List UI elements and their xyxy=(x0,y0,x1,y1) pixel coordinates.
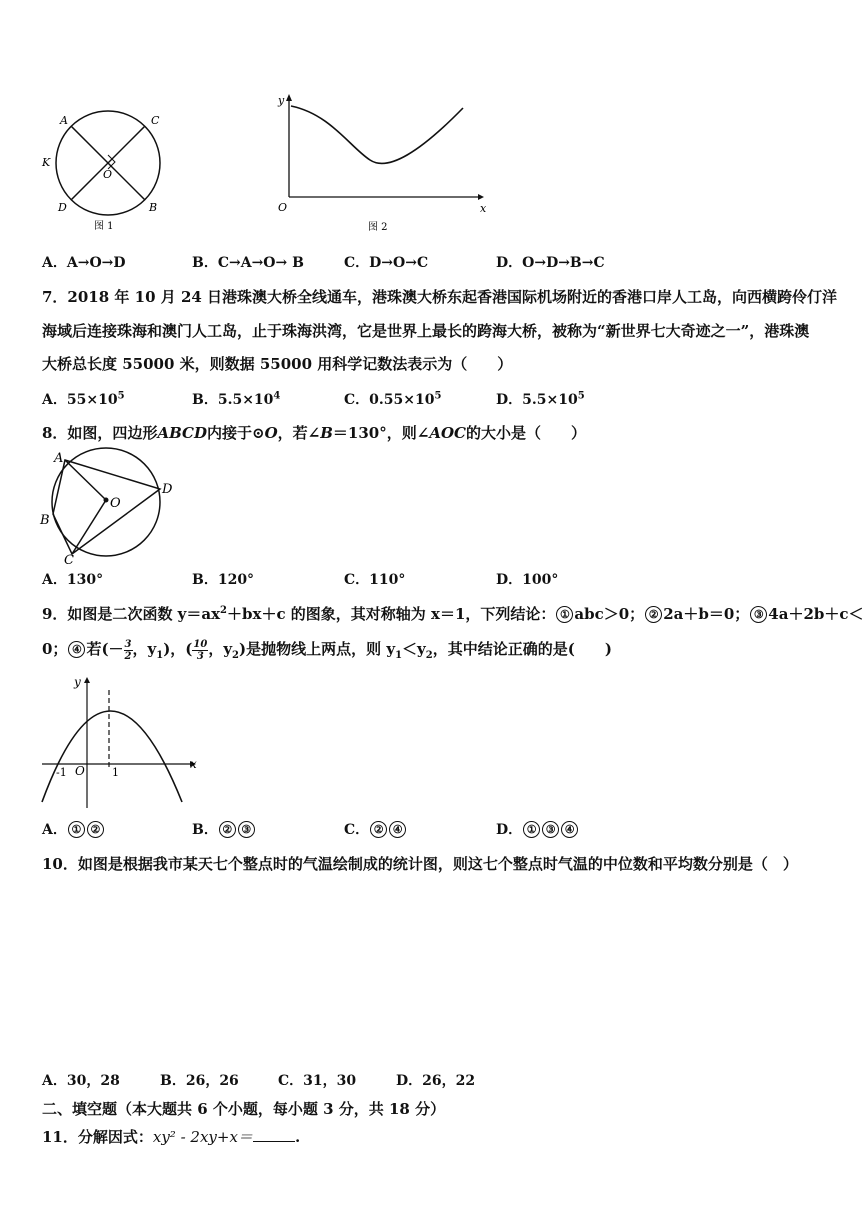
q9-stem-line-1: 9．如图是二次函数 $y=ax^2+bx+c$ 的图象，其对称轴为 x＝1，下列结论： ① abc＞0； ② 2a＋b＝0； ③ 4a＋2b＋c＜ xyxy=(42,605,864,623)
q8-option-b[interactable]: B．120° xyxy=(192,572,255,588)
q8-stem: 8．如图，四边形ABCD内接于⊙O，若∠B＝130°，则∠AOC的大小是（ ） xyxy=(42,424,586,442)
q10-option-b[interactable]: B．26，26 xyxy=(160,1073,239,1089)
fig2-origin: O xyxy=(278,201,288,214)
q8-label-c: C xyxy=(64,553,74,568)
q6-option-d[interactable]: D．O→D→B→C xyxy=(496,255,605,271)
q6-option-b[interactable]: B．C→A→O→ B xyxy=(192,255,304,271)
fig2-axis-x: x xyxy=(480,202,487,215)
q7-option-c[interactable]: C．$0.55\times 10^5$ xyxy=(344,390,442,408)
q9-stem-line-2: 0； ④ 若(－ $\frac{3}{2}$ ，$y_1$)，( $\frac{10}{3}$ ，$y_2$)是抛物线上两点，则 $y_1<y_2$，其中结论正确的是( ) xyxy=(42,638,612,662)
fig1-label-d: D xyxy=(58,201,67,214)
section-2-heading: 二、填空题（本大题共 6 个小题，每小题 3 分，共 18 分） xyxy=(42,1100,446,1118)
fig1-caption: 图 1 xyxy=(94,221,114,232)
q8-label-d: D xyxy=(162,482,173,497)
fig1-label-o: O xyxy=(103,168,113,181)
figure-1-circle xyxy=(40,108,170,238)
q9-figure-parabola xyxy=(38,672,203,812)
fig2-caption: 图 2 xyxy=(368,222,388,233)
fig1-label-c: C xyxy=(151,114,160,127)
q8-option-c[interactable]: C．110° xyxy=(344,572,406,588)
q7-option-d[interactable]: D．$5.5\times 10^5$ xyxy=(496,390,585,408)
q8-figure-inscribed-quadrilateral xyxy=(38,448,178,566)
fig1-label-b: B xyxy=(149,201,158,214)
q7-stem-line-2: 海域后连接珠海和澳门人工岛，止于珠海洪湾，它是世界上最长的跨海大桥，被称为“新世界七大奇迹之一”，港珠澳 xyxy=(42,322,810,340)
q8-option-d[interactable]: D．100° xyxy=(496,572,559,588)
q9-option-a[interactable]: A． ① ② xyxy=(42,819,105,839)
q9-axis-y: y xyxy=(74,675,81,689)
q10-stem: 10．如图是根据我市某天七个整点时的气温绘制成的统计图，则这七个整点时气温的中位数和平均数分别是（ ） xyxy=(42,855,798,873)
q8-label-o: O xyxy=(110,496,121,511)
fig1-label-a: A xyxy=(60,114,68,127)
q6-option-a[interactable]: A．A→O→D xyxy=(42,255,126,271)
q7-option-b[interactable]: B．$5.5\times 10^4$ xyxy=(192,390,281,408)
q11-stem: 11．分解因式：xy² - 2xy+x＝ . xyxy=(42,1128,301,1146)
q9-option-c[interactable]: C． ② ④ xyxy=(344,819,407,839)
q9-option-d[interactable]: D． ① ③ ④ xyxy=(496,819,579,839)
q10-option-d[interactable]: D．26，22 xyxy=(396,1073,476,1089)
fig1-label-k: K xyxy=(42,156,51,169)
q9-tick-neg1: -1 xyxy=(56,766,67,779)
fig2-axis-y: y xyxy=(278,94,285,107)
answer-blank[interactable] xyxy=(253,1129,295,1142)
fraction-3-2: $\frac{3}{2}$ xyxy=(124,638,132,662)
q9-origin: O xyxy=(75,764,85,778)
q9-option-b[interactable]: B． ② ③ xyxy=(192,819,256,839)
q7-option-a[interactable]: A．$55\times 10^5$ xyxy=(42,390,125,408)
q6-option-c[interactable]: C．D→O→C xyxy=(344,255,429,271)
q7-stem-line-1: 7．2018 年 10 月 24 日港珠澳大桥全线通车，港珠澳大桥东起香港国际机场附近的香港口岸人工岛，向西横跨伶仃洋 xyxy=(42,288,838,306)
fraction-10-3: $\frac{10}{3}$ xyxy=(193,638,208,662)
q10-option-a[interactable]: A．30，28 xyxy=(42,1073,120,1089)
q10-option-c[interactable]: C．31，30 xyxy=(278,1073,357,1089)
figure-2-graph xyxy=(270,92,495,237)
q8-label-a: A xyxy=(54,451,64,466)
q9-axis-x: x xyxy=(190,757,197,771)
q9-tick-1: 1 xyxy=(112,766,119,779)
q8-option-a[interactable]: A．130° xyxy=(42,572,104,588)
q8-label-b: B xyxy=(40,513,50,528)
q7-stem-line-3: 大桥总长度 55000 米，则数据 55000 用科学记数法表示为（ ） xyxy=(42,355,513,373)
